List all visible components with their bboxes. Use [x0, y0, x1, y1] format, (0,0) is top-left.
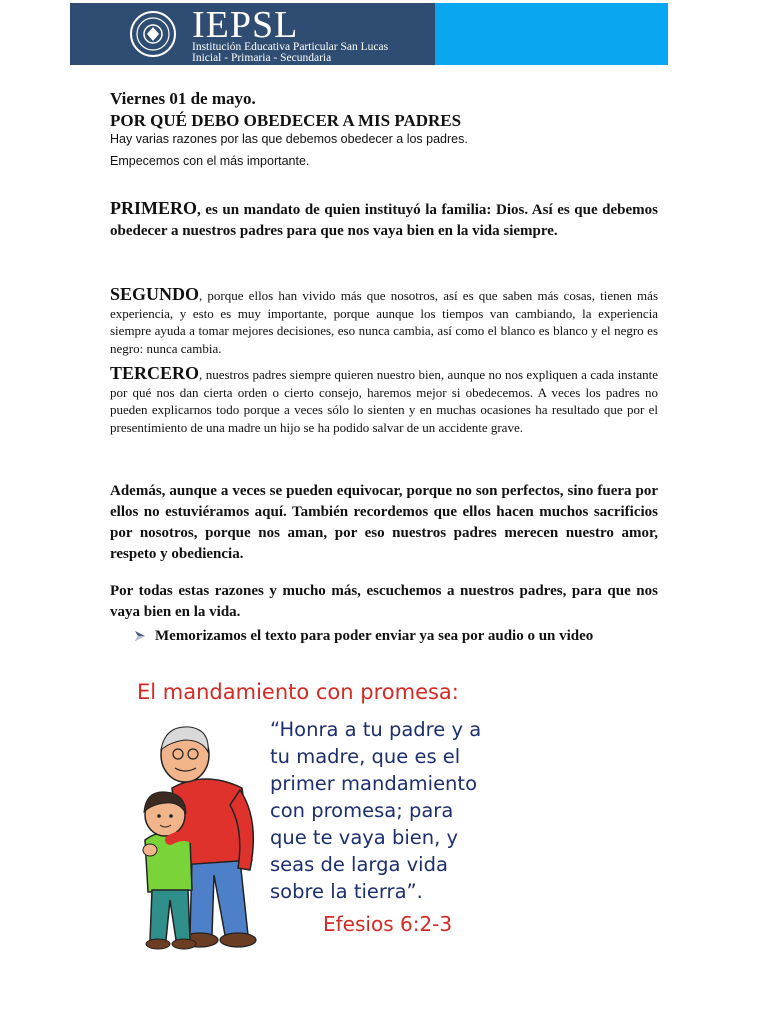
intro-line-2: Empecemos con el más importante.	[110, 154, 310, 168]
document-title: POR QUÉ DEBO OBEDECER A MIS PADRES	[110, 111, 462, 130]
grandfather-hugging-child-icon	[130, 710, 280, 955]
document-date: Viernes 01 de mayo.	[110, 89, 256, 108]
arrow-bullet-icon	[133, 630, 147, 642]
paragraph-lead: SEGUNDO	[110, 284, 200, 304]
paragraph-ademas: Además, aunque a veces se pueden equivocar, porque no son perfectos, sino fuera por ellos no estuviéramos aquí. También recordemos que ellos hacen muchos sacrificios por nosotros, porque nos aman, por eso nuestros padres merecen nuestro amor, respeto y obediencia.	[110, 483, 658, 562]
banner-right-panel	[435, 3, 668, 65]
paragraph-text: , es un mandato de quien instituyó la familia: Dios. Así es que debemos obedecer a nuestros padres para que nos vaya bien en la vida siempre.	[110, 202, 658, 239]
commandment-figure	[130, 680, 520, 960]
verse-line: tu madre, que es el	[270, 745, 461, 768]
paragraph-segundo	[110, 286, 658, 357]
bullet-text: Memorizamos el texto para poder enviar ya sea por audio o un video	[155, 628, 594, 644]
school-levels: Inicial - Primaria - Secundaria	[192, 52, 332, 64]
brand-name: IEPSL	[192, 4, 299, 46]
intro-line-1: Hay varias razones por las que debemos obedecer a los padres.	[110, 132, 468, 146]
verse-line: con promesa; para	[270, 799, 454, 822]
school-seal-icon	[130, 11, 176, 57]
verse-line: “Honra a tu padre y a	[270, 718, 482, 741]
banner-left-panel	[70, 3, 435, 65]
institution-name: Institución Educativa Particular San Lucas	[192, 41, 389, 53]
memorize-bullet	[133, 626, 658, 646]
paragraph-lead: TERCERO	[110, 363, 200, 383]
paragraph-lead: PRIMERO	[110, 198, 197, 218]
verse-reference: Efesios 6:2-3	[323, 912, 453, 936]
paragraph-text: , nuestros padres siempre quieren nuestro bien, aunque no nos expliquen a cada instante por qué nos dan cierta orden o cierto consejo, haremos mejor si obedecemos. A veces los padres no pueden explicarnos todo porque a veces sólo lo sienten y en muchas ocasiones ha resultado que por el presentimiento de una madre un hijo se ha podido salvar de un accidente grave.	[110, 367, 658, 435]
header-banner	[70, 3, 668, 65]
paragraph-text: , porque ellos han vivido más que nosotros, así es que saben más cosas, tienen más experiencia, y esto es muy importante, porque aunque los tiempos van cambiando, la experiencia siempre ayuda a tomar mejores decisiones, eso nunca cambia, así como el blanco es blanco y el negro es negro: nunca cambia.	[110, 288, 658, 356]
figure-title: El mandamiento con promesa:	[137, 680, 459, 704]
verse-line: sobre la tierra”.	[270, 880, 423, 903]
paragraph-conclusion: Por todas estas razones y mucho más, escuchemos a nuestros padres, para que nos vaya bien en la vida.	[110, 583, 658, 620]
verse-line: que te vaya bien, y	[270, 826, 459, 849]
verse-line: primer mandamiento	[270, 772, 477, 795]
verse-line: seas de larga vida	[270, 853, 448, 876]
paragraph-primero	[110, 198, 658, 242]
verse-text	[270, 716, 520, 905]
paragraph-tercero	[110, 365, 658, 436]
